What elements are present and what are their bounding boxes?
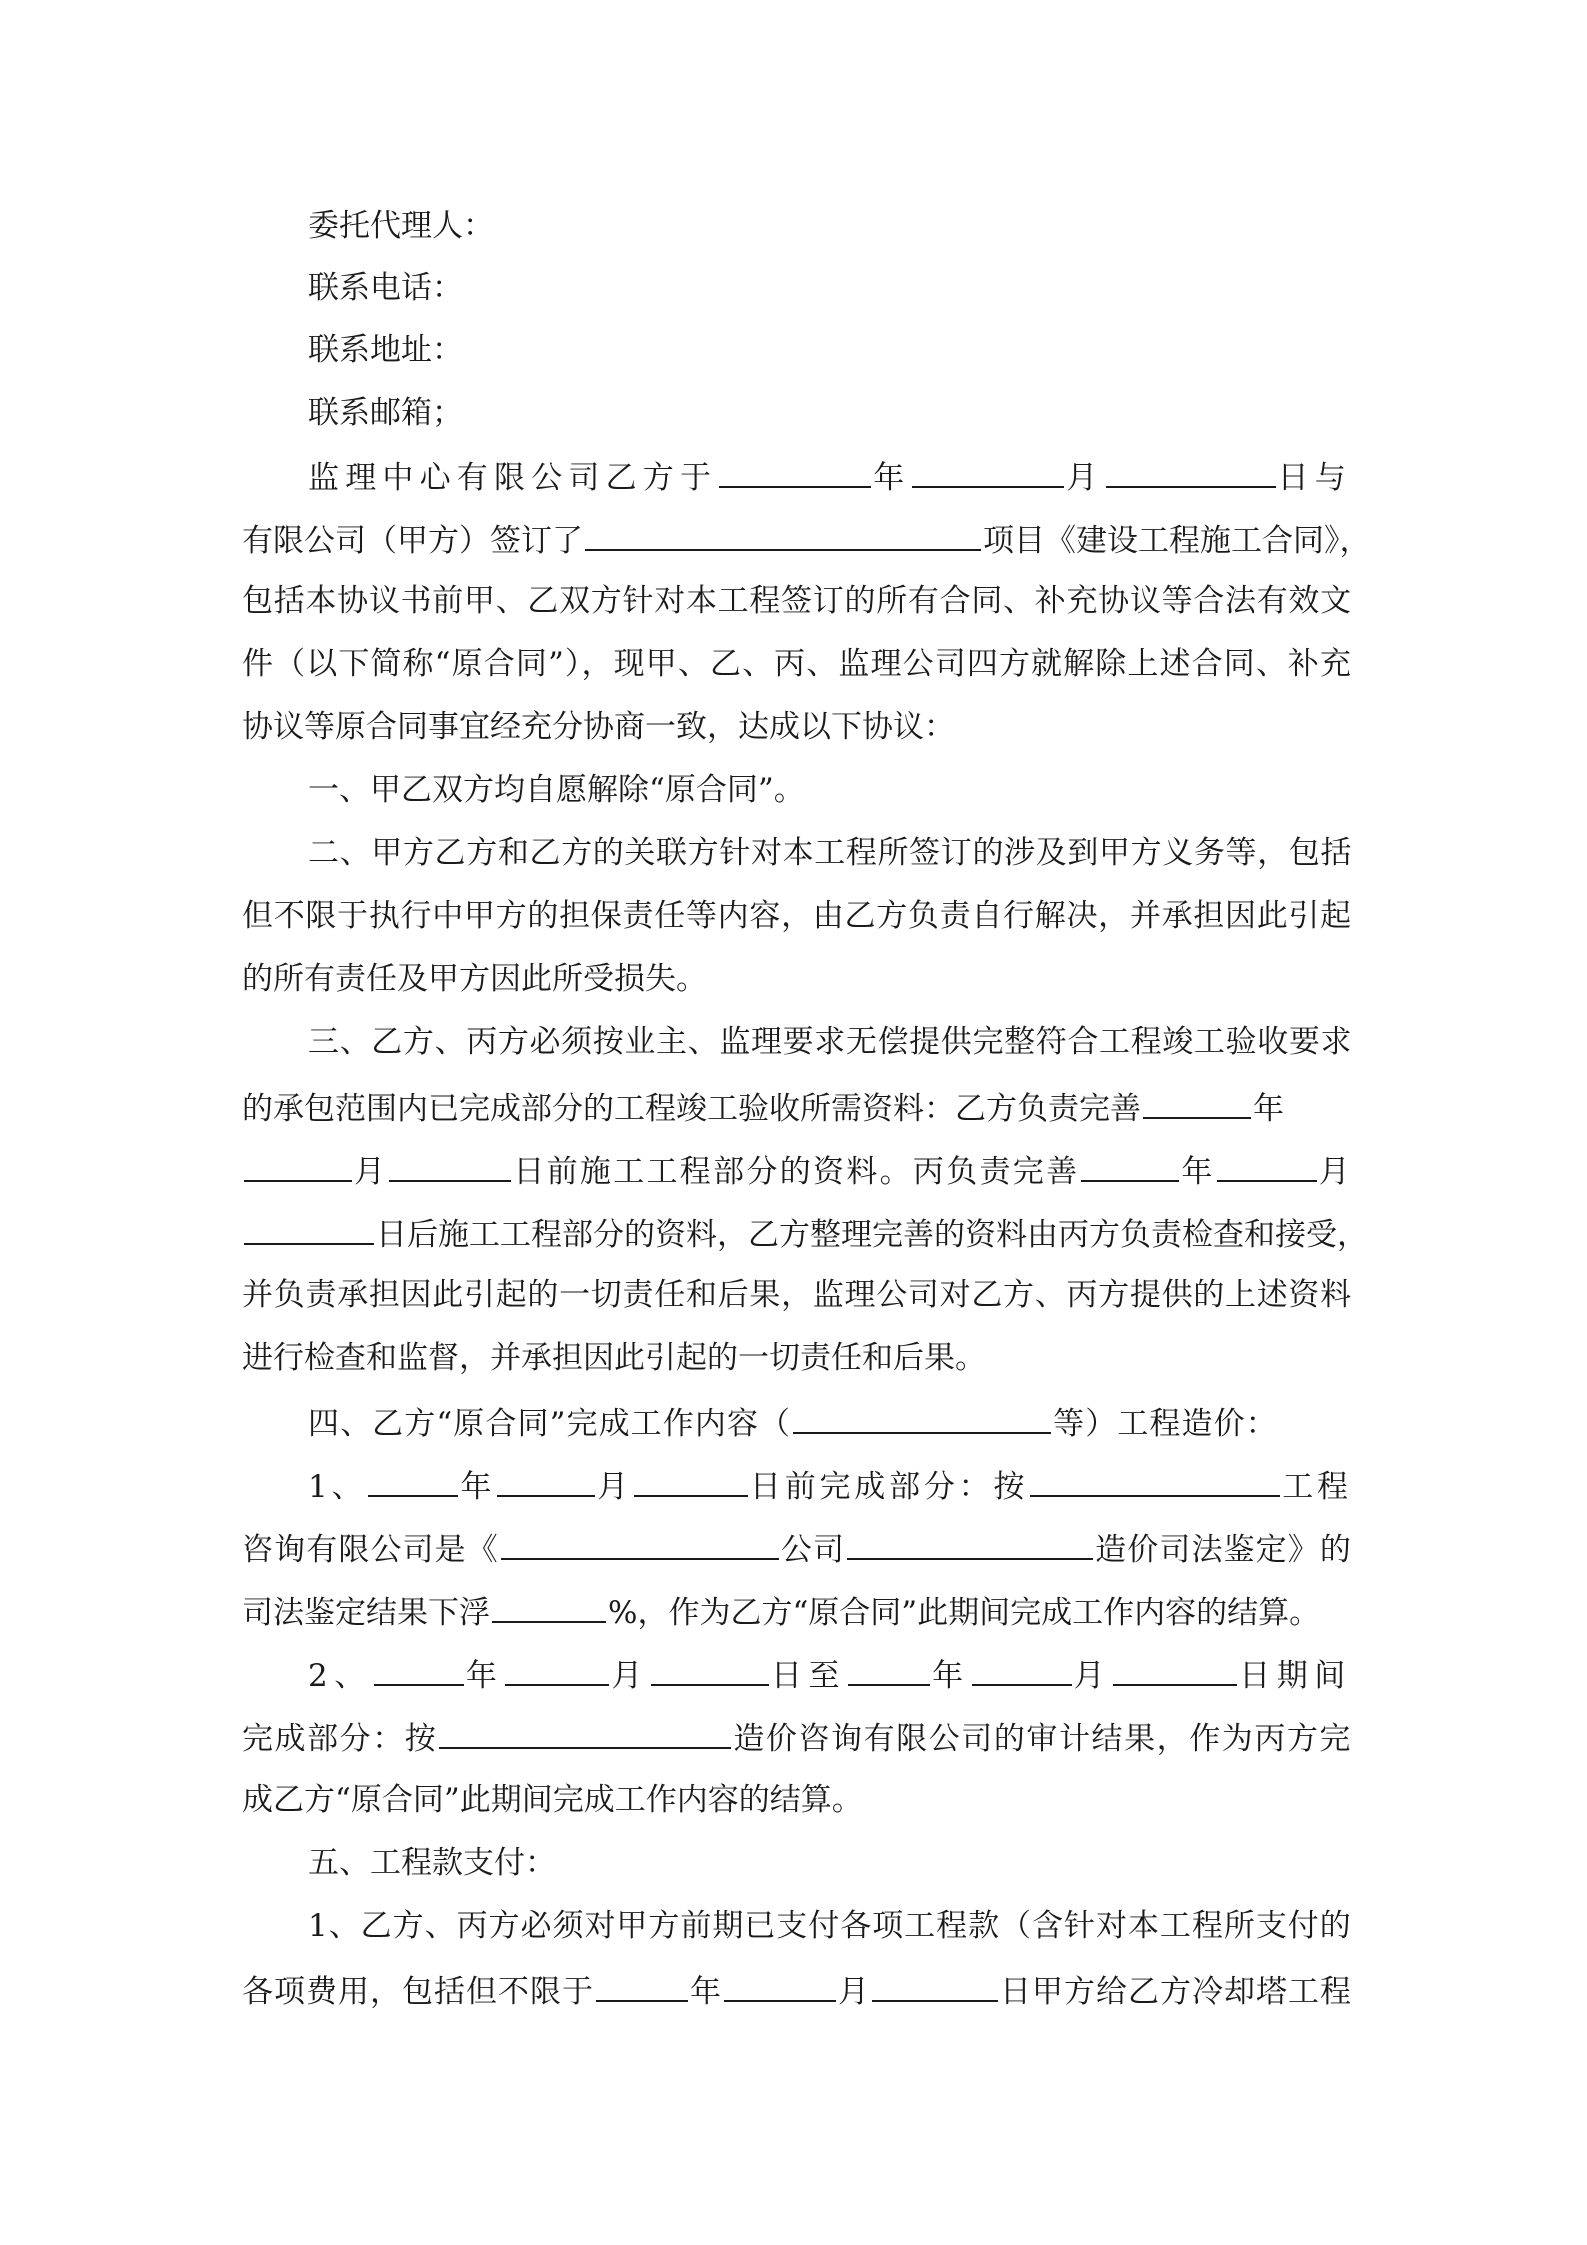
clause-2-line-1 (308, 830, 1352, 876)
text-segment: 年 (1181, 1154, 1215, 1190)
text-segment: 年 (690, 1974, 722, 2010)
text-segment: 并负责承担因此引起的一切责任和后果，监理公司对乙方、丙方提供的上述资料 (242, 1277, 1352, 1313)
contact-email-label (308, 390, 463, 436)
text-segment: 年 (460, 1469, 496, 1505)
text-segment: 日至 (770, 1658, 847, 1694)
text-segment: 三、乙方、丙方必须按业主、监理要求无偿提供完整符合工程竣工验收要求 (308, 1024, 1353, 1060)
text-segment: 日期间 (1239, 1658, 1352, 1694)
preamble-line-3 (242, 578, 1352, 624)
text-segment: 月 (1066, 460, 1104, 496)
text-segment: 件（以下简称“原合同”），现甲、乙、丙、监理公司四方就解除上述合同、补充 (242, 646, 1353, 682)
fill-in-blank (389, 1146, 511, 1182)
preamble-line-2 (242, 515, 1371, 561)
fill-in-blank (505, 1650, 609, 1686)
text-segment: 联系邮箱； (308, 395, 463, 431)
text-segment: 年 (932, 1658, 970, 1694)
fill-in-blank (848, 1650, 930, 1686)
fill-in-blank (1113, 1650, 1237, 1686)
fill-in-blank (368, 1461, 458, 1497)
text-segment: 年 (465, 1658, 504, 1694)
text-segment: 一、甲乙双方均自愿解除“原合同”。 (308, 772, 805, 808)
clause-5-1-line-1 (308, 1903, 1352, 1949)
text-segment: 月 (838, 1974, 870, 2010)
text-segment: 造价司法鉴定》的 (1095, 1532, 1353, 1568)
text-segment: 的所有责任及甲方因此所受损失。 (242, 961, 707, 997)
clause-3-line-2 (242, 1083, 1284, 1129)
text-segment: 日后施工工程部分的资料，乙方整理完善的资料由丙方负责检查和接受， (376, 1217, 1368, 1253)
text-segment: %，作为乙方“原合同”此期间完成工作内容的结算。 (608, 1595, 1321, 1631)
text-segment: 联系地址： (308, 332, 463, 368)
clause-1 (308, 767, 805, 813)
text-segment: 月 (1073, 1658, 1112, 1694)
contact-phone-label (308, 265, 463, 311)
fill-in-blank (793, 1398, 1051, 1434)
fill-in-blank (1030, 1461, 1280, 1497)
text-segment: 月 (611, 1658, 649, 1694)
clause-3-line-4 (242, 1209, 1368, 1255)
contact-address-label (308, 327, 463, 373)
clause-3-line-3 (242, 1146, 1352, 1192)
fill-in-blank (492, 1587, 606, 1623)
text-segment: 日前施工工程部分的资料。丙负责完善 (513, 1154, 1080, 1190)
preamble-line-4 (242, 641, 1352, 687)
text-segment: 咨询有限公司是《 (242, 1532, 499, 1568)
text-segment: 1、 (308, 1469, 367, 1505)
clause-4-1-line-1 (308, 1461, 1352, 1507)
clause-3-line-5 (242, 1272, 1352, 1318)
text-segment: 年 (873, 460, 911, 496)
text-segment: 成乙方“原合同”此期间完成工作内容的结算。 (242, 1782, 863, 1818)
fill-in-blank (244, 1146, 352, 1182)
text-segment: 司法鉴定结果下浮 (242, 1595, 490, 1631)
text-segment: 造价咨询有限公司的审计结果，作为丙方完 (733, 1721, 1352, 1757)
fill-in-blank (651, 1650, 769, 1686)
text-segment: 包括本协议书前甲、乙双方针对本工程签订的所有合同、补充协议等合法有效文 (242, 583, 1352, 619)
text-segment: 日甲方给乙方冷却塔工程 (1000, 1974, 1352, 2010)
clause-2-line-2 (242, 893, 1352, 939)
clause-4-2-line-1 (308, 1650, 1352, 1696)
text-segment: 监理中心有限公司乙方于 (308, 460, 718, 496)
fill-in-blank (585, 515, 981, 551)
clause-4-2-line-2 (242, 1713, 1352, 1759)
text-segment: 的承包范围内已完成部分的工程竣工验收所需资料：乙方负责完善 (242, 1091, 1141, 1127)
text-segment: 月 (354, 1154, 388, 1190)
text-segment: 项目《建设工程施工合同》， (983, 523, 1371, 559)
text-segment: 委托代理人： (308, 208, 494, 244)
text-segment: 公司 (780, 1532, 846, 1568)
text-segment: 五、工程款支付： (308, 1845, 556, 1881)
fill-in-blank (1217, 1146, 1317, 1182)
text-segment: 2、 (308, 1658, 372, 1694)
text-segment: 日前完成部分：按 (749, 1469, 1029, 1505)
text-segment: 月 (597, 1469, 632, 1505)
fill-in-blank (719, 452, 871, 488)
fill-in-blank (244, 1209, 374, 1245)
fill-in-blank (374, 1650, 464, 1686)
text-segment: 等）工程造价： (1053, 1406, 1278, 1442)
text-segment: 工程 (1282, 1469, 1352, 1505)
fill-in-blank (501, 1524, 779, 1560)
clause-4-line-1 (308, 1398, 1278, 1444)
fill-in-blank (596, 1966, 688, 2002)
fill-in-blank (724, 1966, 836, 2002)
clause-3-line-6 (242, 1335, 986, 1381)
fill-in-blank (1081, 1146, 1179, 1182)
text-segment: 二、甲方乙方和乙方的关联方针对本工程所签订的涉及到甲方义务等，包括 (308, 835, 1353, 871)
fill-in-blank (872, 1966, 998, 2002)
text-segment: 年 (1253, 1091, 1284, 1127)
text-segment: 但不限于执行中甲方的担保责任等内容，由乙方负责自行解决，并承担因此引起 (242, 898, 1352, 934)
fill-in-blank (972, 1650, 1072, 1686)
clause-3-line-1 (308, 1019, 1352, 1065)
clause-2-line-3 (242, 956, 707, 1002)
text-segment: 有限公司（甲方）签订了 (242, 523, 583, 559)
text-segment: 进行检查和监督，并承担因此引起的一切责任和后果。 (242, 1340, 986, 1376)
text-segment: 联系电话： (308, 270, 463, 306)
text-segment: 1、乙方、丙方必须对甲方前期已支付各项工程款（含针对本工程所支付的 (308, 1908, 1352, 1944)
fill-in-blank (847, 1524, 1093, 1560)
text-segment: 日与 (1277, 460, 1353, 496)
text-segment: 月 (1318, 1154, 1353, 1190)
fill-in-blank (634, 1461, 748, 1497)
clause-4-2-line-3 (242, 1777, 863, 1823)
text-segment: 四、乙方“原合同”完成工作内容（ (308, 1406, 792, 1442)
clause-4-1-line-2 (242, 1524, 1352, 1570)
preamble-line-5 (242, 704, 955, 750)
clause-5-heading (308, 1840, 556, 1886)
clause-4-1-line-3 (242, 1587, 1320, 1633)
fill-in-blank (1143, 1083, 1251, 1119)
fill-in-blank (912, 452, 1064, 488)
fill-in-blank (1106, 452, 1276, 488)
entrusted-agent-label (308, 203, 494, 249)
text-segment: 各项费用，包括但不限于 (242, 1974, 594, 2010)
clause-5-1-line-2 (242, 1966, 1352, 2012)
fill-in-blank (439, 1713, 731, 1749)
text-segment: 完成部分：按 (242, 1721, 438, 1757)
text-segment: 协议等原合同事宜经充分协商一致，达成以下协议： (242, 709, 955, 745)
preamble-line-1 (308, 452, 1352, 498)
fill-in-blank (497, 1461, 595, 1497)
